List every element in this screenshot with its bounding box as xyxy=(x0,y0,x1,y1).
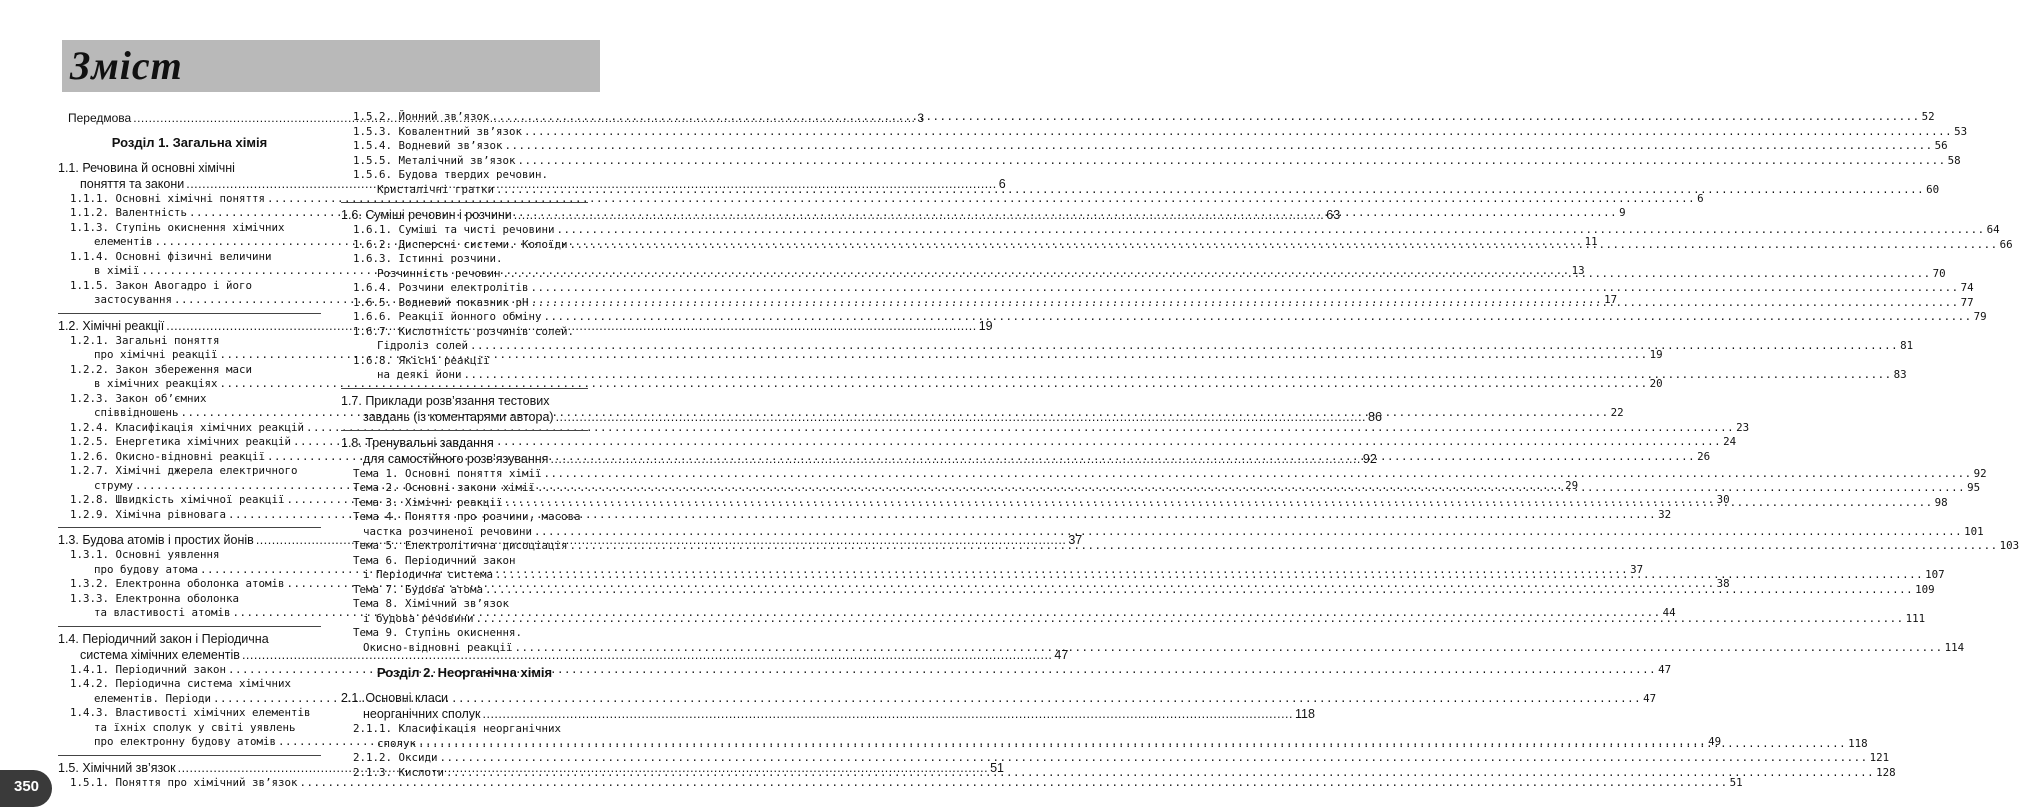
toc-entry-title: 1.2.3. Закон об’ємних xyxy=(70,391,207,405)
toc-entry-title: 1.4.3. Властивості хімічних елементів xyxy=(70,706,311,719)
title-band xyxy=(62,40,600,92)
toc-entry-title: та властивості атомів xyxy=(94,606,231,619)
toc-entry[interactable] xyxy=(341,325,588,340)
dot-leader xyxy=(503,267,1931,282)
toc-entry-title: 1.1. Речовина й основні хімічні xyxy=(58,160,235,175)
toc-entry-title: 1.6.4. Розчини електролітів xyxy=(353,281,529,294)
dot-leader xyxy=(505,139,1933,154)
toc-entry[interactable] xyxy=(341,393,588,409)
toc-entry-title: в хімічних реакціях xyxy=(94,377,218,390)
toc-entry-title: елементів. Періоди xyxy=(94,691,212,705)
toc-entry[interactable] xyxy=(341,466,1987,482)
dot-leader xyxy=(514,207,1324,223)
toc-entry-title: 1.2. Хімічні реакції xyxy=(58,318,165,333)
dot-leader xyxy=(440,751,1868,766)
toc-entry-title: 1.1.3. Ступінь окиснення хімічних xyxy=(70,220,285,234)
toc-entry-title: 1.5.2. Йонний зв’язок xyxy=(353,110,490,123)
toc-entry-page: 44 xyxy=(1662,606,1676,619)
toc-entry-page: 19 xyxy=(1649,348,1663,361)
toc-entry-title: і будова речовини xyxy=(363,611,474,625)
divider xyxy=(58,755,321,756)
toc-entry[interactable] xyxy=(341,751,1890,766)
page-title: Зміст xyxy=(70,43,183,88)
toc-entry-page: 37 xyxy=(1630,562,1644,576)
toc-entry-title: 1.4.2. Періодична система хімічних xyxy=(70,677,292,690)
toc-entry-page: 29 xyxy=(1565,478,1579,492)
toc-entry[interactable] xyxy=(58,377,1663,392)
toc-entry-title: 1.3.1. Основні уявлення xyxy=(70,548,220,561)
toc-entry[interactable] xyxy=(58,592,321,607)
toc-entry[interactable] xyxy=(58,279,321,294)
toc-entry-page: 26 xyxy=(1697,449,1711,463)
toc-entry-page: 23 xyxy=(1736,420,1750,434)
toc-entry-page: 70 xyxy=(1932,266,1946,280)
dot-leader xyxy=(550,451,1360,467)
toc-entry-page: 77 xyxy=(1960,295,1974,309)
toc-entry[interactable] xyxy=(341,690,588,706)
toc-entry-title: 1.6.6. Реакції йонного обміну xyxy=(353,310,542,323)
toc-entry-title: система хімічних елементів xyxy=(80,647,240,662)
dot-leader xyxy=(544,310,1972,325)
toc-entry-page: 47 xyxy=(1658,662,1672,676)
toc-entry[interactable] xyxy=(58,631,321,647)
toc-entry[interactable] xyxy=(341,451,1377,467)
toc-entry[interactable] xyxy=(58,392,321,407)
dot-leader xyxy=(418,737,1846,752)
toc-entry-title: 1.8. Тренувальні завдання xyxy=(341,435,494,450)
toc-entry[interactable] xyxy=(58,548,321,563)
toc-entry-title: Гідроліз солей xyxy=(377,339,469,352)
toc-entry-title: 1.2.8. Швидкість хімічної реакції xyxy=(70,493,285,506)
toc-entry-page: 79 xyxy=(1973,310,1987,323)
toc-entry-page: 22 xyxy=(1610,406,1624,419)
toc-entry-title: Тема 2. Основні закони хімії xyxy=(353,481,536,494)
toc-entry-page: 98 xyxy=(1934,495,1948,509)
dot-leader xyxy=(470,339,1898,354)
toc-entry-title: 1.1.2. Валентність xyxy=(70,206,188,219)
toc-entry[interactable] xyxy=(58,160,321,176)
toc-entry-title: 1.6.8. Якісні реакції xyxy=(353,353,490,367)
dot-leader xyxy=(531,296,1959,311)
toc-entry[interactable] xyxy=(341,435,588,451)
toc-entry-page: 101 xyxy=(1964,524,1984,538)
toc-entry-title: про хімічні реакції xyxy=(94,348,218,361)
dot-leader xyxy=(570,539,1998,554)
toc-entry-title: Окисно-відновні реакції xyxy=(363,640,513,654)
toc-entry-page: 92 xyxy=(1362,451,1377,466)
toc-entry-page: 51 xyxy=(990,760,1004,775)
divider xyxy=(341,388,588,389)
toc-entry-page: 118 xyxy=(1848,736,1868,750)
toc-entry-title: елементів xyxy=(94,235,153,248)
toc-entry-page: 128 xyxy=(1876,765,1896,779)
toc-entry-title: 1.2.1. Загальні поняття xyxy=(70,333,220,347)
toc-entry[interactable] xyxy=(341,706,1315,722)
toc-entry-page: 107 xyxy=(1925,568,1945,581)
toc-entry[interactable] xyxy=(58,363,321,378)
toc-entry[interactable] xyxy=(341,310,1987,325)
toc-entry[interactable] xyxy=(341,252,588,267)
toc-entry-page: 83 xyxy=(1893,368,1907,381)
toc-entry[interactable] xyxy=(341,722,588,737)
toc-entry[interactable] xyxy=(58,420,1750,436)
toc-entry-page: 118 xyxy=(1295,707,1315,721)
divider xyxy=(58,313,321,314)
toc-entry-title: завдань (із коментарями автора) xyxy=(363,409,554,424)
toc-entry-title: 1.1.4. Основні фізичні величини xyxy=(70,249,272,263)
toc-entry-page: 81 xyxy=(1900,339,1914,352)
toc-entry-page: 51 xyxy=(1729,775,1743,789)
divider xyxy=(341,202,588,203)
toc-entry-title: 1.2.7. Хімічні джерела електричного xyxy=(70,464,298,477)
dot-leader xyxy=(485,583,1913,598)
toc-entry[interactable] xyxy=(58,334,321,349)
toc-entry-page: 11 xyxy=(1584,235,1598,248)
dot-leader xyxy=(518,154,1946,169)
toc-entry[interactable] xyxy=(341,139,1948,154)
toc-entry-title: 1.6. Суміші речовин і розчини xyxy=(341,208,512,222)
toc-entry-title: 1.7. Приклади розв’язання тестових xyxy=(341,393,550,408)
toc-entry[interactable] xyxy=(341,339,1914,354)
toc-entry[interactable] xyxy=(341,597,588,612)
divider xyxy=(58,527,321,528)
toc-entry-title: в хімії xyxy=(94,264,140,277)
toc-entry-page: 60 xyxy=(1926,182,1940,196)
toc-entry-page: 114 xyxy=(1944,640,1965,654)
toc-entry-title: 1.2.2. Закон збереження маси xyxy=(70,362,253,376)
toc-entry-page: 30 xyxy=(1716,493,1730,506)
toc-entry-title: Тема 3. Хімічні реакції xyxy=(353,495,503,509)
toc-entry[interactable] xyxy=(341,153,1961,169)
toc-entry-title: 1.5.3. Ковалентний зв’язок xyxy=(353,124,523,138)
toc-entry-page: 6 xyxy=(998,176,1006,191)
toc-entry-title: 1.1.5. Закон Авогадро і його xyxy=(70,278,253,292)
dot-leader xyxy=(492,110,1920,125)
toc-entry-title: 2.1.3. Кислоти xyxy=(353,765,445,779)
toc-entry-title: 1.5.1. Поняття про хімічний зв’язок xyxy=(70,775,298,789)
toc-entry-title: 1.2.4. Класифікація хімічних реакцій xyxy=(70,420,305,434)
toc-entry-title: 1.5.4. Водневий зв’язок xyxy=(353,139,503,152)
toc-entry-title: струму xyxy=(94,478,134,492)
toc-entry-page: 6 xyxy=(1697,191,1704,205)
toc-entry-page: 53 xyxy=(1954,124,1968,138)
toc-entry-title: 1.5.6. Будова твердих речовин. xyxy=(353,168,549,181)
divider xyxy=(341,430,588,431)
toc-entry-title: 1.4. Періодичний закон і Періодична xyxy=(58,631,269,646)
toc-entry-title: неорганічних сполук xyxy=(363,707,481,721)
toc-entry-title: Тема 7. Будова атома xyxy=(353,582,484,596)
toc-entry[interactable] xyxy=(341,182,1940,198)
toc-entry-title: 1.3. Будова атомів і простих йонів xyxy=(58,533,254,547)
toc-entry-page: 66 xyxy=(1999,237,2013,251)
toc-entry[interactable] xyxy=(58,191,1704,207)
toc-entry[interactable] xyxy=(58,464,321,479)
dot-leader xyxy=(505,496,1933,511)
toc-entry[interactable] xyxy=(341,368,1907,383)
dot-leader xyxy=(556,409,1366,425)
section-heading: Розділ 2. Неорганічна хімія xyxy=(376,665,553,680)
toc-entry-page: 32 xyxy=(1658,507,1672,521)
toc-entry-title: 1.2.5. Енергетика хімічних реакцій xyxy=(70,435,292,448)
toc-entry[interactable] xyxy=(341,354,588,369)
toc-entry-title: 1.2.6. Окисно-відновні реакції xyxy=(70,449,266,463)
toc-entry-page: 86 xyxy=(1368,409,1382,424)
toc-entry-title: 1.6.3. Істинні розчини. xyxy=(353,252,503,265)
toc-entry-page: 103 xyxy=(1999,539,2019,552)
toc-entry[interactable] xyxy=(58,721,321,736)
toc-entry-title: 1.6.7. Кислотність розчинів солей. xyxy=(353,324,575,338)
toc-entry-title: Розчинність речовин xyxy=(377,266,501,280)
toc-entry-title: і Періодична система xyxy=(363,568,494,581)
toc-entry[interactable] xyxy=(341,223,2000,238)
toc-entry-title: 1.1.1. Основні хімічні поняття xyxy=(70,191,266,205)
toc-entry-title: 1.2.9. Хімічна рівновага xyxy=(70,507,227,521)
toc-entry-page: 58 xyxy=(1947,153,1961,167)
dot-leader xyxy=(537,478,1965,496)
toc-entry[interactable] xyxy=(341,124,1968,140)
toc-entry[interactable] xyxy=(341,207,1341,223)
dot-leader xyxy=(464,368,1892,383)
toc-entry-title: 1.3.2. Електронна оболонка атомів xyxy=(70,577,285,590)
toc-entry-title: та їхніх сполук у світі уявлень xyxy=(94,720,296,734)
dot-leader xyxy=(496,183,1924,198)
section-heading: Розділ 1. Загальна хімія xyxy=(111,134,268,150)
toc-entry-page: 20 xyxy=(1649,377,1663,390)
toc-entry-page: 111 xyxy=(1905,611,1926,625)
page-number: 350 xyxy=(14,778,40,795)
dot-leader xyxy=(544,467,1972,482)
toc-entry[interactable] xyxy=(341,510,588,525)
toc-entry-title: 1.5.5. Металічний зв’язок xyxy=(353,153,516,167)
toc-entry-title: для самостійного розв’язування xyxy=(363,451,549,466)
toc-entry-page: 56 xyxy=(1934,139,1948,152)
toc-entry-page: 47 xyxy=(1054,647,1069,662)
toc-entry-title: Тема 8. Хімічний зв’язок xyxy=(353,597,510,610)
dot-leader xyxy=(534,525,1962,540)
toc-entry-page: 49 xyxy=(1708,735,1722,748)
toc-entry-page: 38 xyxy=(1716,577,1730,590)
dot-leader xyxy=(531,281,1959,296)
dot-leader xyxy=(557,223,1985,238)
toc-entry-title: сполук xyxy=(377,736,417,750)
toc-entry[interactable] xyxy=(341,110,1935,125)
dot-leader xyxy=(524,125,1952,140)
dot-leader xyxy=(483,706,1293,722)
toc-entry-page: 47 xyxy=(1643,691,1657,705)
toc-entry-title: 2.1.1. Класифікація неорганічних xyxy=(353,722,562,735)
toc-entry-page: 19 xyxy=(978,318,993,333)
dot-leader xyxy=(570,238,1998,253)
toc-entry-page: 74 xyxy=(1960,281,1974,294)
toc-entry[interactable] xyxy=(58,706,321,721)
divider xyxy=(58,626,321,627)
toc-entry-title: 1.6.1. Суміші та чисті речовини xyxy=(353,223,555,236)
toc-entry-title: співвідношень xyxy=(94,406,179,419)
toc-entry-page: 92 xyxy=(1973,466,1987,480)
toc-entry-title: 1.6.2. Дисперсні системи. Колоїди xyxy=(353,237,568,251)
toc-entry-title: Тема 6. Періодичний закон xyxy=(353,553,516,567)
toc-entry-title: Кристалічні гратки xyxy=(377,182,495,196)
toc-entry-page: 121 xyxy=(1869,751,1890,764)
toc-entry-title: 2.1.2. Оксиди xyxy=(353,751,438,764)
toc-entry-title: про будову атома xyxy=(94,562,199,576)
toc-entry-title: 1.4.1. Періодичний закон xyxy=(70,662,227,676)
toc-entry-title: Тема 1. Основні поняття хімії xyxy=(353,466,542,480)
toc-entry-title: Тема 5. Електролітична дисоціація xyxy=(353,539,568,552)
toc-entry-page: 95 xyxy=(1967,481,1981,494)
toc-entry-page: 17 xyxy=(1604,293,1618,306)
toc-entry-page: 37 xyxy=(1068,533,1083,547)
toc-entry-title: застосування xyxy=(94,293,173,306)
dot-leader xyxy=(515,641,1943,656)
toc-entry-title: Тема 4. Поняття про розчини, масова xyxy=(353,510,581,523)
toc-entry-title: 1.3.3. Електронна оболонка xyxy=(70,591,240,605)
toc-entry-page: 63 xyxy=(1326,208,1341,222)
toc-entry[interactable] xyxy=(341,168,588,183)
toc-entry-page: 64 xyxy=(1986,223,2000,236)
toc-entry[interactable] xyxy=(341,554,588,569)
toc-entry[interactable] xyxy=(341,409,1382,425)
toc-entry-page: 109 xyxy=(1915,582,1935,596)
dot-leader xyxy=(476,612,1904,627)
toc-entry-page: 52 xyxy=(1921,110,1935,123)
toc-entry-title: 1.5. Хімічний зв’язок xyxy=(58,760,176,775)
toc-entry-page: 24 xyxy=(1723,435,1737,448)
toc-entry-page: 13 xyxy=(1571,264,1585,277)
toc-entry-title: 2.1. Основні класи xyxy=(341,691,449,705)
toc-entry-title: Передмова xyxy=(68,111,132,125)
toc-entry[interactable] xyxy=(58,775,1743,791)
toc-entry[interactable] xyxy=(58,250,321,265)
dot-leader xyxy=(446,766,1874,781)
page-number-badge xyxy=(0,770,52,807)
dot-leader xyxy=(495,568,1923,583)
toc-entry-title: 1.6.5. Водневий показник pH xyxy=(353,295,529,309)
toc-entry-title: Тема 9. Ступінь окиснення. xyxy=(353,626,523,639)
toc-entry-title: частка розчиненої речовини xyxy=(363,524,533,538)
toc-entry-page: 9 xyxy=(1619,206,1626,219)
toc-entry-title: про електронну будову атомів xyxy=(94,735,277,748)
toc-entry[interactable] xyxy=(58,677,321,692)
toc-entry[interactable] xyxy=(58,221,321,236)
toc-entry-title: поняття та закони xyxy=(80,176,185,191)
toc-entry-title: на деякі йони xyxy=(377,368,462,381)
toc-entry[interactable] xyxy=(341,281,1974,296)
toc-entry-page: 3 xyxy=(917,111,925,125)
toc-entry[interactable] xyxy=(341,626,588,641)
